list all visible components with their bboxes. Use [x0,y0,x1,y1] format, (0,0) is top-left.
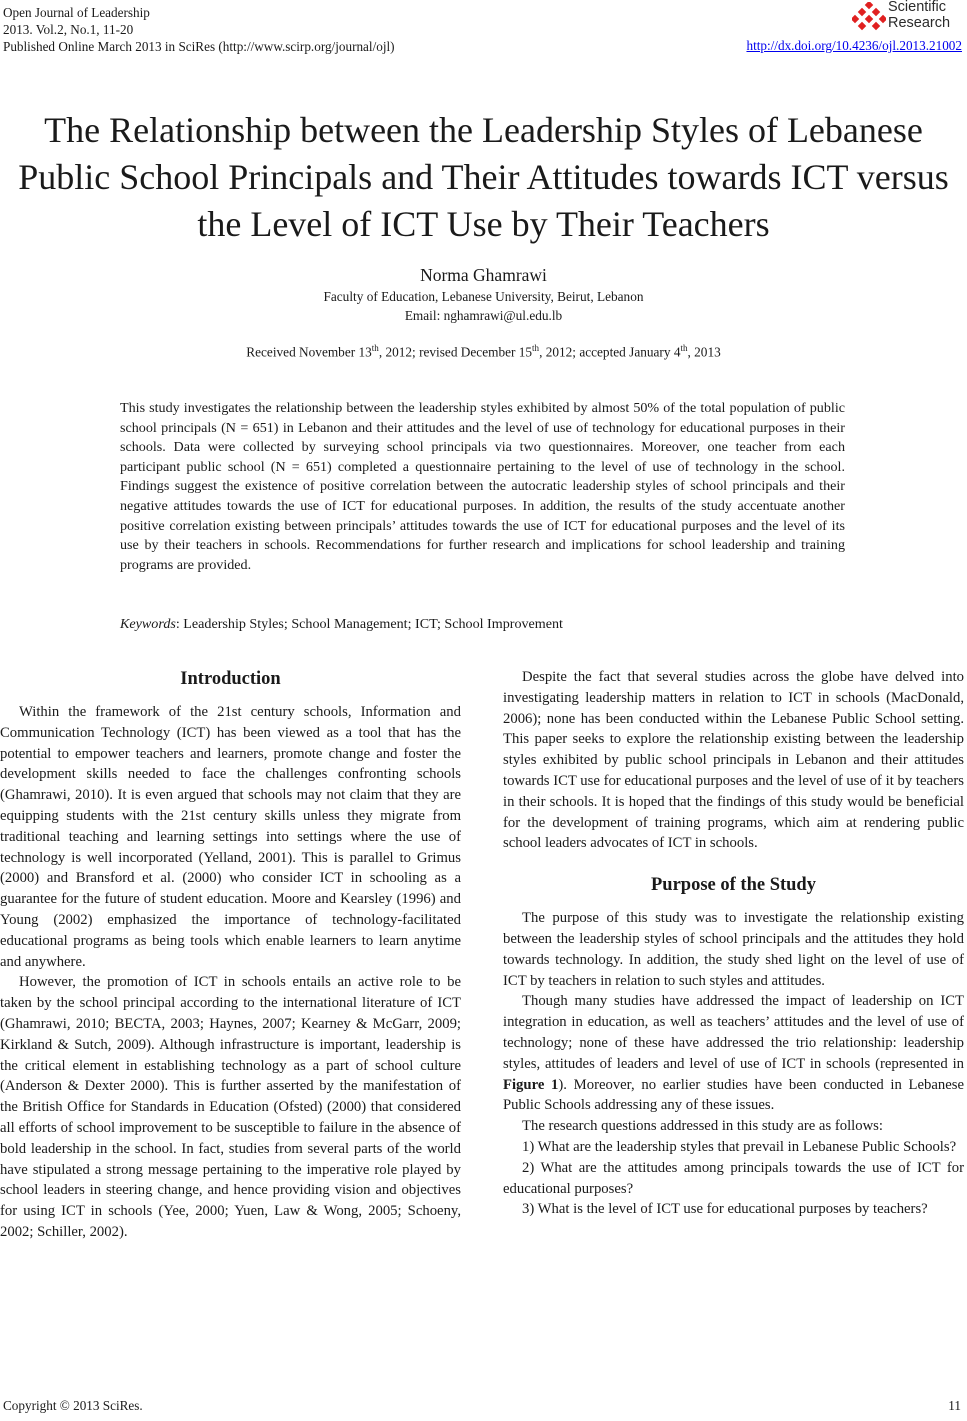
paragraph: Within the framework of the 21st century schools, Information and Communication Technology (ICT) has been viewed as a tool that has the potential to empower teachers and learners, promote change and foster the development skills needed to face the challenges confronting schools (Ghamrawi, 2010). It is even argued that schools may not claim that they are equipping students with the 21st century skills unless they migrate from traditional teaching and learning settings into settings where the use of technology is well incorporated (Yelland, 2001). This is parallel to Grimus (2000) and Bransford et al. (2000) who consider ICT in schooling as a guarantee for the future of student education. Moore and Kearsley (1996) and Young (2002) emphasized the importance of technology-facilitated educational programs as being tools which enable learners to learn anytime and anywhere. [0,704,461,970]
received-text: Received November 13 [246,344,372,360]
figure-reference[interactable]: Figure 1 [503,1076,559,1093]
keywords-text: : Leadership Styles; School Management; ICT; School Improvement [175,616,563,632]
author-email: Email: nghamrawi@ul.edu.lb [404,308,563,323]
research-question: 2) What are the attitudes among principals towards the use of ICT for educational purposes? [503,1159,964,1197]
journal-name: Open Journal of Leadership [3,5,150,20]
keywords [120,616,563,633]
paragraph [503,991,964,1116]
section-heading-introduction: Introduction [180,669,281,689]
received-dates [0,343,967,360]
copyright: Copyright © 2013 SciRes. [3,1398,143,1413]
paragraph-text: ). Moreover, no earlier studies have been conducted in Lebanese Public Schools addressing any of these issues. [503,1076,964,1114]
paragraph: The research questions addressed in this study are as follows: [522,1118,883,1135]
revised-sup: th [532,343,540,353]
revised-text: , 2012; revised December 15 [378,344,533,360]
received-sup: th [371,343,379,353]
logo-icon [852,2,886,32]
research-question: 1) What are the leadership styles that prevail in Lebanese Public Schools? [522,1138,957,1155]
logo-line-2: Research [888,15,951,31]
right-column [503,667,964,1220]
paragraph: The purpose of this study was to investigate the relationship existing between the leadership styles of school principals and the attitudes they hold towards technology. In addition, the study shed light on the level of use of ICT by teachers in relation to such styles and attitudes. [503,910,964,989]
journal-header [3,4,395,55]
accepted-sup: th [680,343,688,353]
abstract: This study investigates the relationship between the leadership styles exhibited by almost 50% of the total population of public school principals (N = 651) in Lebanon and their attitudes and the level of use of technology for educational purposes in their schools. Data were collected by surveying school principals via two questionnaires. Moreover, one teacher from each participant public school (N = 651) completed a questionnaire pertaining to the level of use of technology in the school. Findings suggest the existence of positive correlation between the autocratic leadership styles of school principals and their negative attitudes towards the use of ICT for educational purposes. In addition, the results of the study accentuate another positive correlation existing between principals’ attitudes towards the use of ICT for educational purposes and the level of its use by their teachers in schools. Recommendations for further research and implications for school leadership and training programs are provided. [120,400,845,573]
scientific-research-logo [852,0,962,36]
doi-link[interactable]: http://dx.doi.org/10.4236/ojl.2013.21002 [746,38,962,53]
logo-text [888,0,950,31]
section-heading-purpose: Purpose of the Study [651,875,816,896]
author-name: Norma Ghamrawi [420,265,547,285]
page-number: 11 [948,1398,961,1413]
paper-title: The Relationship between the Leadership Styles of Lebanese Public School Principals and Their Attitudes towards ICT versus the Level of ICT Use by Their Teachers [18,110,949,244]
author-affiliation: Faculty of Education, Lebanese University, Beirut, Lebanon [323,289,644,304]
accepted-text: , 2012; accepted January 4 [539,344,681,360]
journal-volume: 2013. Vol.2, No.1, 11-20 [3,22,134,37]
logo-line-1: Scientific [888,0,947,15]
paragraph: However, the promotion of ICT in schools entails an active role to be taken by the school principal according to the international literature of ICT (Ghamrawi, 2010; BECTA, 2003; Haynes, 2007; Kearney & McGarr, 2009; Kirkland & Sutch, 2009). Although infrastructure is important, leadership is the critical element in establishing technology as a part of school culture (Anderson & Dexter 2000). This is further asserted by the manifestation of the British Office for Standards in Education (Ofsted) (2000) that considered all efforts of school improvement to be susceptible to failure in the absence of bold leadership in the school. In fact, studies from several parts of the world have stipulated a strong message pertaining to the imperative role played by school leaders in steering change, and hence providing vision and objectives for using ICT in schools (Yee, 2000; Yuen, Law & Wong, 2005; Schoeny, 2002; Schiller, 2002). [0,974,461,1240]
paragraph: Despite the fact that several studies across the globe have delved into investigating leadership matters in relation to ICT in schools (MacDonald, 2006); none has been conducted within the Lebanese Public School setting. This paper seeks to explore the relationship existing between the leadership styles exhibited by public school principals in Lebanon and their attitudes towards ICT use for educational purposes and the level of use of it by teachers in their schools. It is hoped that the findings of this study would be beneficial for the development of training programs, which aim at rendering public school leaders advocates of ICT in schools. [503,669,964,852]
research-question: 3) What is the level of ICT use for educational purposes by teachers? [522,1201,928,1218]
left-column [0,667,461,1243]
accepted-year: , 2013 [687,344,721,360]
paragraph-text: Though many studies have addressed the impact of leadership on ICT integration in education, as well as teachers’ attitudes and the level of use of technology; none of these have addressed the trio relationship: leadership styles, attitudes of leaders and level of use of ICT in schools (represented in [503,993,964,1072]
journal-published: Published Online March 2013 in SciRes (http://www.scirp.org/journal/ojl) [3,39,395,54]
keywords-label: Keywords [120,616,176,632]
